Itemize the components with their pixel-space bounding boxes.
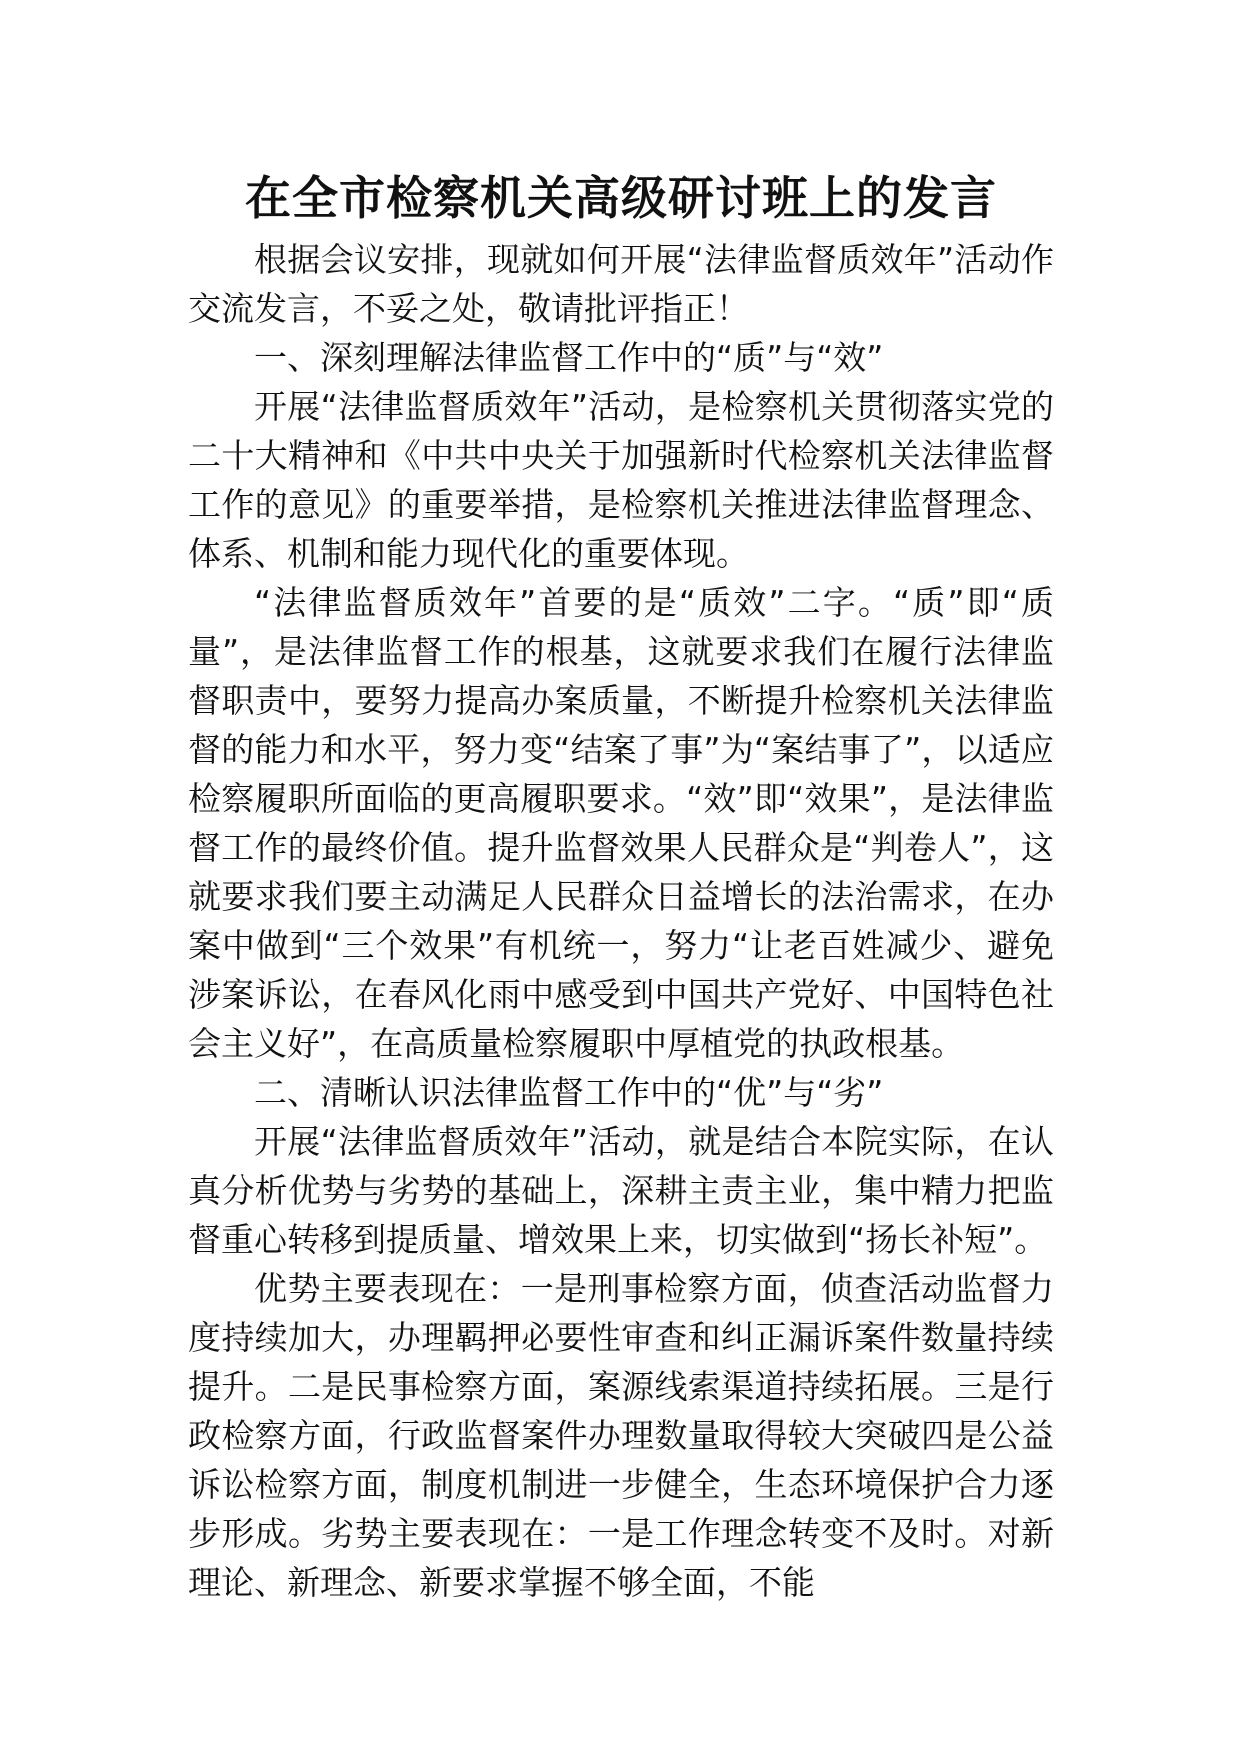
section-1-heading: 一、深刻理解法律监督工作中的“质”与“效”: [254, 338, 884, 377]
intro-paragraph: 根据会议安排，现就如何开展“法律监督质效年”活动作交流发言，不妥之处，敬请批评指正！: [188, 240, 1054, 328]
section-2-heading: 二、清晰认识法律监督工作中的“优”与“劣”: [254, 1073, 884, 1112]
section-1-paragraph-1: 开展“法律监督质效年”活动，是检察机关贯彻落实党的二十大精神和《中共中央关于加强新时代检察机关法律监督工作的意见》的重要举措，是检察机关推进法律监督理念、体系、机制和能力现代化的重要体现。: [188, 387, 1054, 573]
document-page: [188, 165, 1054, 1607]
section-2-paragraph-1: 开展“法律监督质效年”活动，就是结合本院实际，在认真分析优势与劣势的基础上，深耕主责主业，集中精力把监督重心转移到提质量、增效果上来，切实做到“扬长补短”。: [188, 1122, 1054, 1259]
section-1-paragraph-2: “法律监督质效年”首要的是“质效”二字。“质”即“质量”，是法律监督工作的根基，这就要求我们在履行法律监督职责中，要努力提高办案质量，不断提升检察机关法律监督的能力和水平，努力变“结案了事”为“案结事了”，以适应检察履职所面临的更高履职要求。“效”即“效果”，是法律监督工作的最终价值。提升监督效果人民群众是“判卷人”，这就要求我们要主动满足人民群众日益增长的法治需求，在办案中做到“三个效果”有机统一，努力“让老百姓减少、避免涉案诉讼，在春风化雨中感受到中国共产党好、中国特色社会主义好”，在高质量检察履职中厚植党的执政根基。: [188, 583, 1054, 1063]
section-2-paragraph-2: 优势主要表现在：一是刑事检察方面，侦查活动监督力度持续加大，办理羁押必要性审查和纠正漏诉案件数量持续提升。二是民事检察方面，案源线索渠道持续拓展。三是行政检察方面，行政监督案件办理数量取得较大突破四是公益诉讼检察方面，制度机制进一步健全，生态环境保护合力逐步形成。劣势主要表现在：一是工作理念转变不及时。对新理论、新理念、新要求掌握不够全面，不能: [188, 1269, 1054, 1602]
document-title: 在全市检察机关高级研讨班上的发言: [245, 171, 997, 225]
